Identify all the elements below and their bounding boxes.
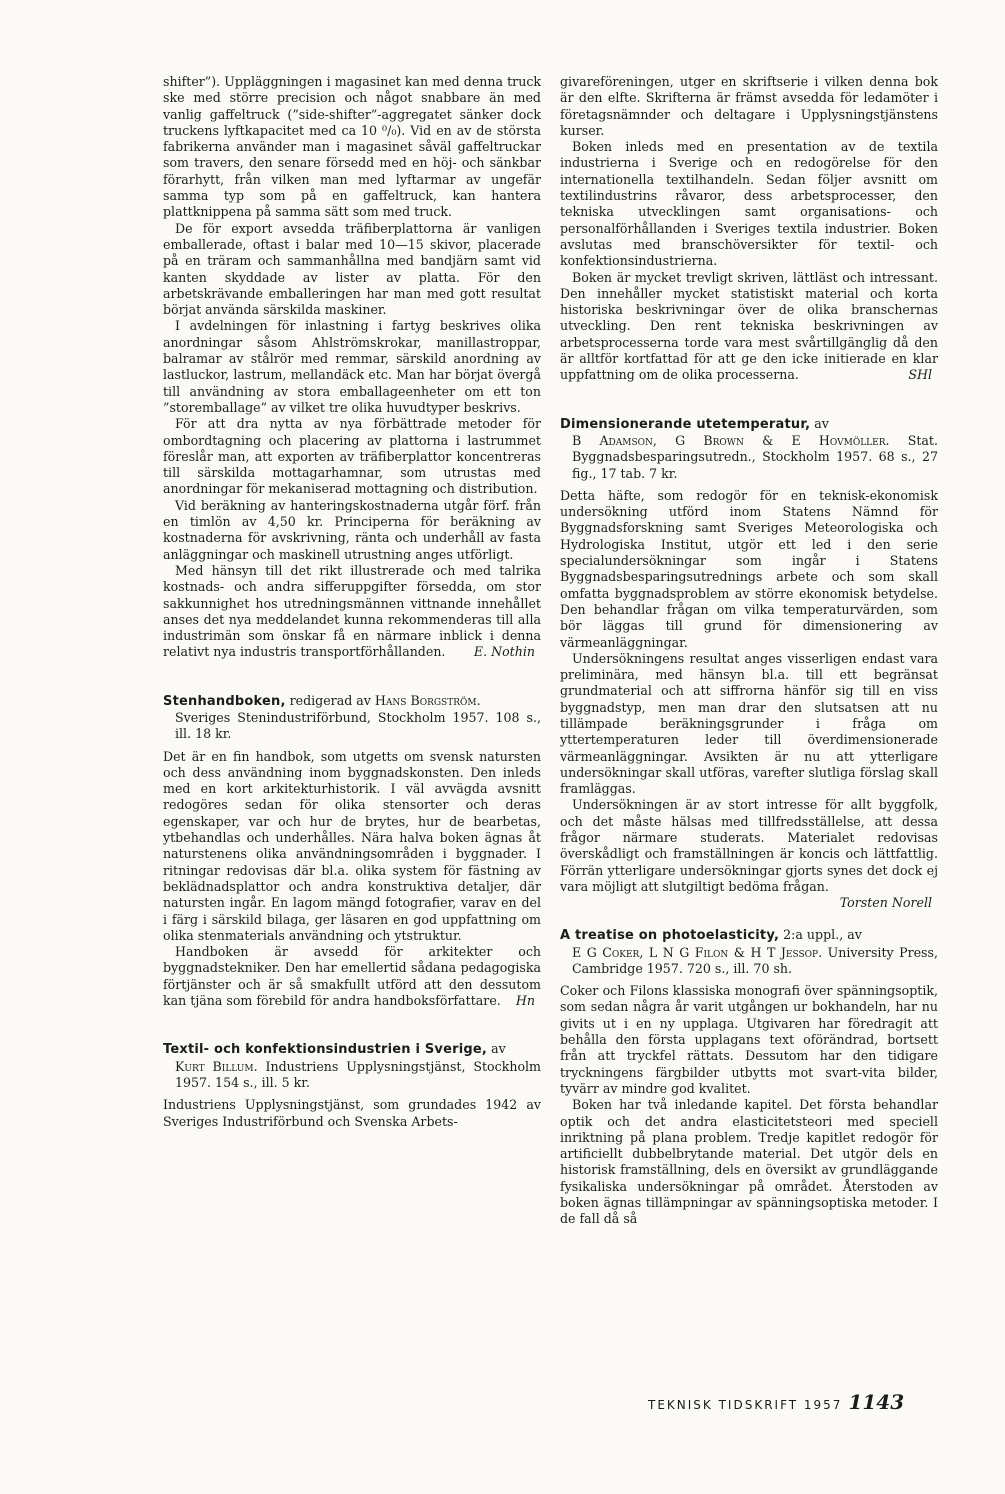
- publisher: Stat. Byggnadsbesparingsutredn., Stockholm 1957. 68 s., 27 fig., 17 tab. 7 kr.: [572, 432, 938, 481]
- publication-info: [163, 1059, 541, 1092]
- author-names: E G Coker, L N G Filon & H T Jessop.: [572, 944, 823, 960]
- review-textil: [163, 1041, 541, 1129]
- left-column: [163, 74, 541, 1130]
- paragraph: givareföreningen, utger en skriftserie i vilken denna bok är den elfte. Skrifterna är främst avsedda för ledamöter i företagsnämnder och deltagare i Upplysningstjänstens kurser.: [560, 74, 938, 138]
- paragraph: Detta häfte, som redogör för en teknisk-ekonomisk undersökning utförd inom Statens Nämnd för Byggnadsforskning samt Sveriges Meteorologiska och Hydrologiska Institut, utgör ett led i den serie specialundersökningar som ingår i Statens Byggnadsbesparingsutrednings arbete och som skall omfatta byggnadsproblem av större ekonomisk betydelse. Den behandlar frågan om vilka temperaturvärden, som bör läggas till grund för dimensionering av värmeanläggningar.: [560, 487, 938, 650]
- book-title: Textil- och konfektionsindustrien i Sverige,: [163, 1042, 488, 1058]
- previous-review-continuation: [163, 74, 541, 661]
- paragraph: shifter”). Uppläggningen i magasinet kan med denna truck ske med större precision och något snabbare än med vanlig gaffeltruck (”side-shifter”-aggregatet sänker dock truckens lyftkapacitet med ca 10 ⁰/₀). Vid en av de största fabrikerna använder man i magasinet såväl gaffeltruckar som travers, den senare försedd med en höj- och sänkbar förarhytt, från vilken man med lyftarmar av ungefär samma typ som på en gaffeltruck, kan hantera plattknippena på samma sätt som med truck.: [163, 74, 541, 220]
- reviewer-signature: Hn: [515, 993, 535, 1009]
- paragraph: Boken inleds med en presentation av de textila industrierna i Sverige och en redogörelse för den internationella textilhandeln. Sedan följer avsnitt om textilindustrins råvaror, dess arbetsprocesser, den tekniska utvecklingen samt organisations- och personalförhållanden i Sveriges textila industrier. Boken avslutas med branschöversikter för textil- och konfektionsindustrierna.: [560, 139, 938, 269]
- review-heading: [560, 927, 938, 977]
- paragraph: [163, 944, 541, 1009]
- review-textil-continuation: [560, 74, 938, 384]
- review-stenhandboken: [163, 693, 541, 1010]
- paragraph: [560, 797, 938, 911]
- book-title: A treatise on photoelasticity,: [560, 928, 780, 944]
- publication-info: Sveriges Stenindustriförbund, Stockholm 1957. 108 s., ill. 18 kr.: [175, 709, 541, 742]
- paragraph: [560, 270, 938, 384]
- review-dimensionerande: [560, 415, 938, 911]
- author-names: B Adamson, G Brown & E Hovmöller.: [572, 432, 890, 448]
- right-column: [560, 74, 938, 1228]
- paragraph-text: Undersökningen är av stort intresse för allt byggfolk, och det måste hälsas med tillfredsställelse, att dessa frågor närmare studerats. Materialet redovisas överskådligt och framställningen är koncis och lättfattlig. Förrän ytterligare undersökningar gjorts synes det dock ej vara möjligt att slutgiltigt bedöma frågan.: [560, 797, 938, 894]
- reviewer-signature: E. Nothin: [473, 644, 535, 660]
- publisher: University Press, Cambridge 1957. 720 s., ill. 70 sh.: [572, 944, 938, 976]
- paragraph: För att dra nytta av nya förbättrade metoder för ombordtagning och placering av plattorna i lastrummet föreslår man, att exporten av träfiberplattor koncentreras till särskilda mottagarhamnar, som utrustas med anordningar för mekaniserad mottagning och distribution.: [163, 416, 541, 497]
- reviewer-signature: SHl: [908, 367, 932, 383]
- reviewer-signature: Torsten Norell: [839, 895, 932, 911]
- edition-info: 2:a uppl., av: [783, 927, 862, 943]
- page-footer: [648, 1390, 904, 1414]
- paragraph: De för export avsedda träfiberplattorna är vanligen emballerade, oftast i balar med 10—15 skivor, placerade på en träram och sammanhållna med bandjärn samt vid kanten skyddade av lister av platta. För den arbetskrävande emballeringen har man med gott resultat börjat använda särskilda maskiner.: [163, 220, 541, 318]
- editor-prefix: redigerad av: [289, 692, 371, 708]
- paragraph: Coker och Filons klassiska monografi över spänningsoptik, som sedan några år varit utgången ur bokhandeln, har nu givits ut i en ny upplaga. Utgivaren har föredragit att behålla den första upplagans text oförändrad, bortsett från att tryckfel rättats. Dessutom har den tidigare tryckningens färgbilder utbytts mot svart-vita bilder, tyvärr av mindre god kvalitet.: [560, 983, 938, 1096]
- book-title: Stenhandboken,: [163, 693, 286, 709]
- review-heading: [163, 1041, 541, 1091]
- review-body: [560, 983, 938, 1227]
- publication-info: [560, 433, 938, 482]
- paragraph-text: Boken är mycket trevligt skriven, lättläst och intressant. Den innehåller mycket statistiskt material och korta historiska beskrivningar över de olika branschernas utveckling. Den rent tekniska beskrivningen av arbetsprocesserna torde vara mest svårtillgänglig då den är alltför kortfattad för att ge den icke initierade en klar uppfattning om de olika processerna.: [560, 269, 938, 383]
- paragraph: Boken har två inledande kapitel. Det första behandlar optik och det andra elasticitetsteori med speciell inriktning på plana problem. Tredje kapitlet redogör för artificiellt dubbelbrytande material. Det utgör dels en historisk framställning, dels en översikt av grundläggande fysikaliska undersökningar på området. Återstoden av boken ägnas tillämpningar av spänningsoptiska metoder. I de fall då så: [560, 1097, 938, 1227]
- paragraph: Undersökningens resultat anges visserligen endast vara preliminära, med hänsyn bl.a. till ett begränsat grundmaterial och att siffrorna hänför sig till en viss byggnadstyp, men man drar den slutsatsen att nu tillämpade beräkningsgrunder i fråga om yttertemperaturen leder till överdimensionerade värmeanläggningar. Avsikten är nu att ytterligare undersökningar skall utföras, varefter slutliga förslag skall framläggas.: [560, 650, 938, 797]
- paragraph: Det är en fin handbok, som utgetts om svensk natursten och dess användning inom byggnadskonsten. Den inleds med en kort arkitekturhistorik. I väl avvägda avsnitt redogöres sedan för olika stensorter och deras egenskaper, var och hur de brytes, hur de bearbetas, ytbehandlas och underhålles. Nära halva boken ägnas åt naturstenens olika användningsområden i byggnader. I ritningar redovisas där bl.a. olika system för fästning av beklädnadsplattor och andra konstruktiva detaljer, där natursten ingår. En lagom mängd fotografier, varav en del i färg i särskild bilaga, ger läsaren en god uppfattning om olika stenmaterials användning och ytstruktur.: [163, 748, 541, 943]
- publisher: Industriens Upplysningstjänst, Stockholm 1957. 154 s., ill. 5 kr.: [175, 1058, 541, 1090]
- review-body: [560, 487, 938, 911]
- paragraph-text: Handboken är avsedd för arkitekter och byggnadstekniker. Den har emellertid sådana pedagogiska förtjänster och är så smakfullt utförd att den dessutom kan tjäna som förebild för andra handboksförfattare.: [163, 944, 541, 1009]
- author-prefix: av: [491, 1041, 506, 1057]
- paragraph: I avdelningen för inlastning i fartyg beskrives olika anordningar såsom Ahlströmskrokar, manillastroppar, balramar av stålrör med remmar, särskild anordning av lastluckor, lastrum, mellandäck etc. Man har börjat övergå till användning av stora emballageenheter om ett ton ”storemballage” av vilket tre olika huvudtyper beskrivs.: [163, 318, 541, 415]
- author-prefix: av: [814, 415, 829, 431]
- author-name: Kurt Billum.: [175, 1058, 258, 1074]
- paragraph: Vid beräkning av hanteringskostnaderna utgår förf. från en timlön av 4,50 kr. Principerna för beräkning av kostnaderna för avskrivning, ränta och underhåll av fasta anläggningar och maskinell utrustning anges utförligt.: [163, 497, 541, 562]
- editor-name: Hans Borgström.: [374, 692, 481, 708]
- review-photoelasticity: [560, 927, 938, 1227]
- review-heading: [560, 416, 938, 482]
- book-title: Dimensionerande utetemperatur,: [560, 416, 811, 432]
- publication-info: [560, 945, 938, 978]
- review-body: [163, 749, 541, 1010]
- paragraph: [163, 563, 541, 661]
- page-number: 1143: [848, 1390, 905, 1414]
- review-heading: [163, 693, 541, 743]
- journal-name: TEKNISK TIDSKRIFT 1957: [648, 1398, 843, 1412]
- paragraph: Industriens Upplysningstjänst, som grundades 1942 av Sveriges Industriförbund och Svenska Arbets-: [163, 1097, 541, 1129]
- review-body: [163, 1097, 541, 1130]
- paragraph-text: Med hänsyn till det rikt illustrerade och med talrika kostnads- och andra sifferuppgifter försedda, om stor sakkunnighet hos utredningsmännen vittnande innehållet anses det nya meddelandet kunna rekommenderas till alla industrimän som önskar få en närmare inblick i denna relativt nya industris transportförhållanden.: [163, 562, 541, 660]
